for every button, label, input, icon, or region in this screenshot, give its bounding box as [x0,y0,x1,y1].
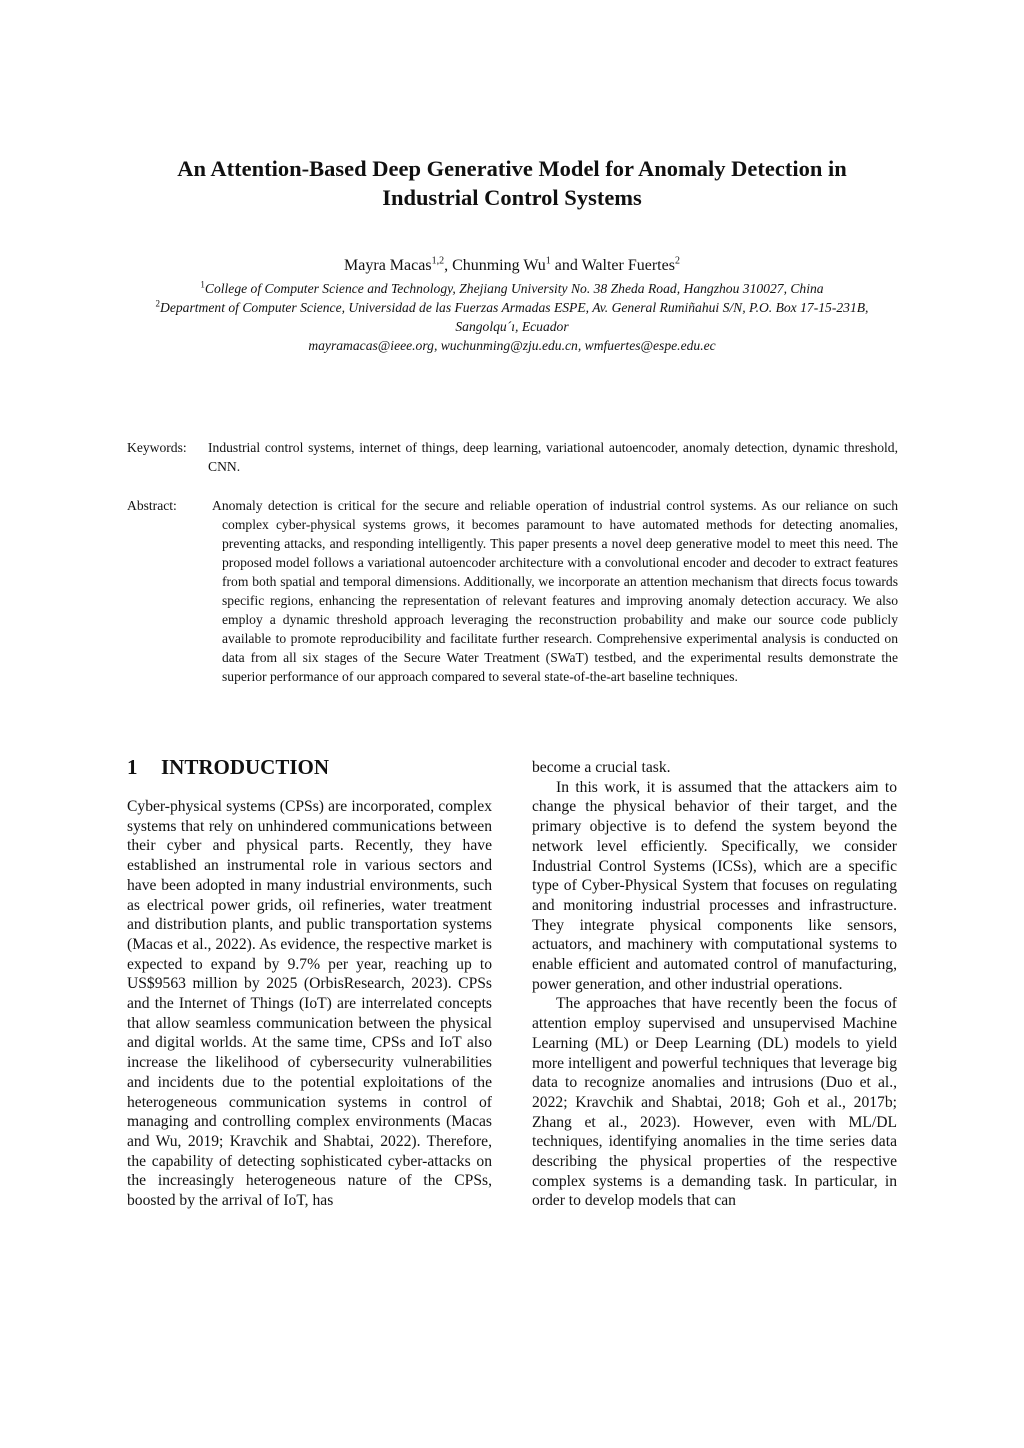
author-name: Chunming Wu [452,257,546,274]
affiliations [130,279,894,355]
keywords-text: Industrial control systems, internet of things, deep learning, variational autoencoder, anomaly detection, dynamic threshold, CNN. [208,440,898,474]
author-list [120,256,904,276]
author-emails: mayramacas@ieee.org, wuchunming@zju.edu.cn, wmfuertes@espe.edu.ec [308,338,716,353]
affiliation-mark: 2 [155,298,161,309]
paper-title [120,154,904,212]
section-heading [127,754,329,780]
author-separator: and [550,257,582,274]
affiliation [130,279,894,298]
affiliation-text: Department of Computer Science, Universidad de las Fuerzas Armadas ESPE, Av. General Rumiñahui S/N, P.O. Box 17-15-231B, Sangolqu´ı, Ecuador [160,300,869,334]
section-number: 1 [127,755,138,779]
author-separator: , [444,257,453,274]
affiliation-mark: 1 [200,279,205,290]
author-affiliation-mark: 1,2 [431,255,445,267]
author-name: Walter Fuertes [581,257,675,274]
affiliation-text: College of Computer Science and Technology, Zhejiang University No. 38 Zheda Road, Hangzhou 310027, China [204,281,824,296]
affiliation [130,298,894,336]
keywords-label: Keywords: [127,440,187,455]
title-line: Industrial Control Systems [382,185,642,210]
body-paragraph: Cyber-physical systems (CPSs) are incorporated, complex systems that rely on unhindered communications between their cyber and physical parts. Recently, they have established an instrumental role in various sectors and have been adopted in many industrial environments, such as electrical power grids, oil refineries, water treatment and distribution plants, and public transportation systems (Macas et al., 2022). As evidence, the respective market is expected to expand by 9.7% per year, reaching up to US$9563 million by 2025 (OrbisResearch, 2023). CPSs and the Internet of Things (IoT) are interrelated concepts that allow seamless communication between the physical and digital worlds. At the same time, CPSs and IoT also increase the likelihood of cybersecurity vulnerabilities and incidents due to the potential exploitations of the heterogeneous communication systems in control of managing and controlling complex environments (Macas and Wu, 2019; Kravchik and Shabtai, 2022). Therefore, the capability of detecting sophisticated cyber-attacks on the increasingly heterogeneous nature of the CPSs, boosted by the arrival of IoT, has [127,798,492,1210]
left-column [127,797,492,1211]
abstract-label: Abstract: [127,498,177,513]
author-name: Mayra Macas [344,257,432,274]
title-line: An Attention-Based Deep Generative Model for Anomaly Detection in [177,156,847,181]
abstract-text: Anomaly detection is critical for the secure and reliable operation of industrial control systems. As our reliance on such complex cyber-physical systems grows, it becomes paramount to have automated methods for detecting anomalies, preventing attacks, and responding intelligently. This paper presents a novel deep generative model to meet this need. The proposed model follows a variational autoencoder architecture with a convolutional encoder and decoder to extract features from both spatial and temporal dimensions. Additionally, we incorporate an attention mechanism that directs focus towards specific regions, enhancing the representation of relevant features and improving anomaly detection accuracy. We also employ a dynamic threshold approach leveraging the reconstruction probability and make our source code publicly available to promote reproducibility and facilitate further research. Comprehensive experimental analysis is conducted on data from all six stages of the Secure Water Treatment (SWaT) testbed, and the experimental results demonstrate the superior performance of our approach compared to several state-of-the-art baseline techniques. [212,498,898,684]
body-paragraph: In this work, it is assumed that the attackers aim to change the physical behavior of their target, and the primary objective is to defend the system beyond the network level efficiently. Specifically, we consider Industrial Control Systems (ICSs), which are a specific type of Cyber-Physical System that focuses on regulating and monitoring industrial processes and infrastructure. They integrate physical components like sensors, actuators, and machinery with computational systems to enable efficient and automated control of manufacturing, power generation, and other industrial operations. [532,778,897,993]
body-paragraph: The approaches that have recently been the focus of attention employ supervised and unsupervised Machine Learning (ML) or Deep Learning (DL) models to yield more intelligent and powerful techniques that leverage big data to recognize anomalies and intrusions (Duo et al., 2022; Kravchik and Shabtai, 2018; Goh et al., 2017b; Zhang et al., 2023). However, even with ML/DL techniques, identifying anomalies in the time series data describing the physical properties of the respective complex systems is a demanding task. In particular, in order to develop models that can [532,995,897,1210]
author-affiliation-mark: 2 [674,255,680,267]
body-paragraph: become a crucial task. [532,759,671,776]
author-affiliation-mark: 1 [545,255,551,267]
right-column [532,758,897,1211]
section-title: INTRODUCTION [161,755,330,779]
